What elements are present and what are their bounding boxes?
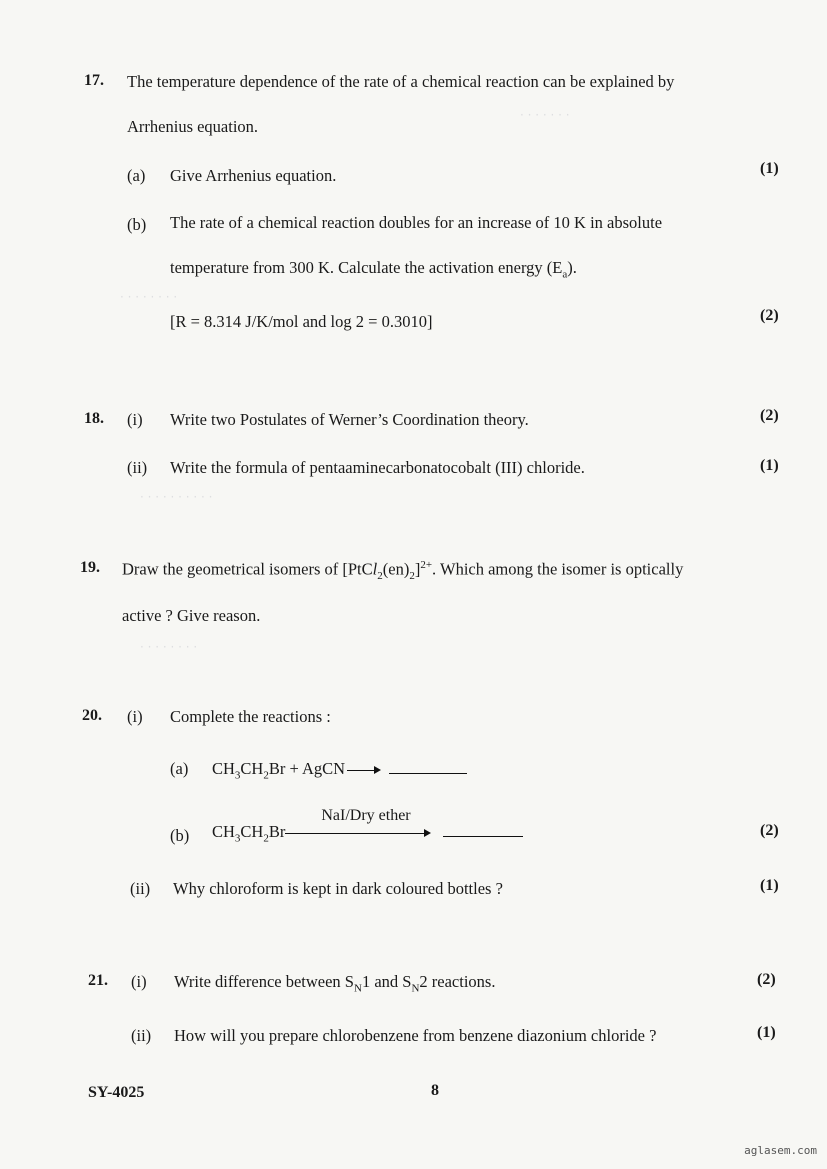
q21-ii-mark: (1) bbox=[757, 1024, 776, 1041]
q21-ii-label: (ii) bbox=[131, 1026, 152, 1045]
q17-a-mark: (1) bbox=[760, 160, 779, 177]
q18-i-mark: (2) bbox=[760, 407, 779, 424]
q20-ii-text: Why chloroform is kept in dark coloured bottles ? bbox=[173, 879, 503, 898]
bleed-through-text: · · · · · · · · bbox=[140, 640, 198, 654]
q17-a-text: Give Arrhenius equation. bbox=[170, 166, 337, 185]
q17-line-2: Arrhenius equation. bbox=[127, 117, 259, 136]
q20-i-text: Complete the reactions : bbox=[170, 707, 331, 726]
q20-number: 20. bbox=[82, 707, 102, 724]
q18-ii-label: (ii) bbox=[127, 458, 148, 477]
q18-ii-mark: (1) bbox=[760, 457, 779, 474]
q18-number: 18. bbox=[84, 410, 104, 427]
page-number: 8 bbox=[431, 1082, 439, 1099]
q19-number: 19. bbox=[80, 559, 100, 576]
answer-blank bbox=[389, 761, 467, 774]
q21-number: 21. bbox=[88, 972, 108, 989]
bleed-through-text: · · · · · · · · bbox=[120, 290, 178, 304]
answer-blank bbox=[443, 824, 523, 837]
q17-b-line-2: temperature from 300 K. Calculate the activation energy $(E_a)$. bbox=[170, 258, 577, 281]
q17-b-label: (b) bbox=[127, 215, 147, 234]
q20-b-mark: (2) bbox=[760, 822, 779, 839]
q20-a-reaction: $CH_3CH_2Br$ + AgCN bbox=[212, 759, 467, 781]
paper-code: SY-4025 bbox=[88, 1084, 145, 1101]
q21-i-mark: (2) bbox=[757, 971, 776, 988]
q17-number: 17. bbox=[84, 72, 104, 89]
q17-b-mark: (2) bbox=[760, 307, 779, 324]
q20-i-label: (i) bbox=[127, 707, 143, 726]
reaction-arrow bbox=[347, 765, 381, 775]
q20-ii-mark: (1) bbox=[760, 877, 779, 894]
q17-line-1: The temperature dependence of the rate of a chemical reaction can be explained by bbox=[127, 72, 675, 91]
reagent-label: NaI/Dry ether bbox=[321, 807, 411, 825]
q20-a-label: (a) bbox=[170, 759, 189, 778]
q21-i-label: (i) bbox=[131, 972, 147, 991]
source-watermark: aglasem.com bbox=[744, 1144, 817, 1157]
q18-i-label: (i) bbox=[127, 410, 143, 429]
q20-b-reaction: $CH_3CH_2Br$ NaI/Dry ether bbox=[212, 822, 523, 844]
q20-b-label: (b) bbox=[170, 826, 190, 845]
q21-ii-text: How will you prepare chlorobenzene from benzene diazonium chloride ? bbox=[174, 1026, 657, 1045]
q17-b-line-1: The rate of a chemical reaction doubles for an increase of 10 K in absolute bbox=[170, 213, 663, 232]
q19-line-1: Draw the geometrical isomers of $[PtCl_2(en)_2]^{2+}$. Which among the isomer is optically bbox=[122, 559, 684, 582]
q17-a-label: (a) bbox=[127, 166, 146, 185]
q17-b-line-3: [R = 8.314 J/K/mol and log 2 = 0.3010] bbox=[170, 312, 433, 331]
q20-ii-label: (ii) bbox=[130, 879, 151, 898]
q21-i-text: Write difference between $S_N1$ and $S_N2$ reactions. bbox=[174, 972, 496, 995]
q18-i-text: Write two Postulates of Werner’s Coordination theory. bbox=[170, 410, 529, 429]
q19-line-2: active ? Give reason. bbox=[122, 606, 261, 625]
bleed-through-text: · · · · · · · · · · bbox=[140, 490, 213, 504]
bleed-through-text: · · · · · · · bbox=[520, 108, 570, 122]
q18-ii-text: Write the formula of pentaaminecarbonatocobalt (III) chloride. bbox=[170, 458, 585, 477]
